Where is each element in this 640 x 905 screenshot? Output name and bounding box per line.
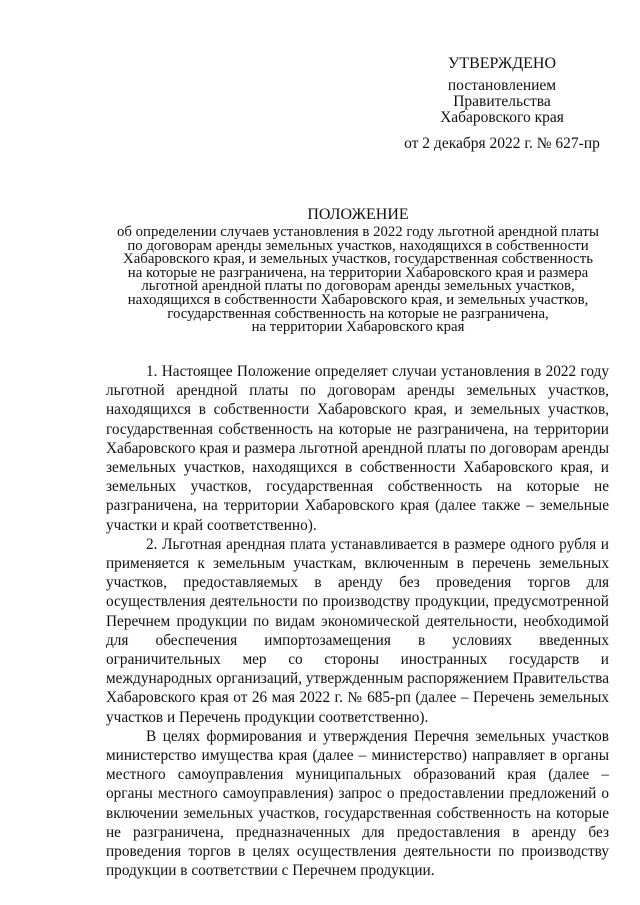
subtitle-line: находящихся в собственности Хабаровского края, и земельных участков, <box>127 291 589 308</box>
document-subtitle <box>96 226 620 335</box>
paragraph-1: 1. Настоящее Положение определяет случаи установления в 2022 году льготной арендной платы по договорам аренды земельных участков, находящихся в собственности Хабаровского края, и земельных участков, государственная собственность на которые не разграничена, на территории Хабаровского края и размера льготной арендной платы по договорам аренды земельных участков, находящихся в собственности Хабаровского края, и земельных участков, государственная собственность на которые не разграничена, на территории Хабаровского края (далее также – земельные участки и край соответственно). <box>106 363 609 534</box>
subtitle-line: Хабаровского края, и земельных участков, государственная собственность <box>123 251 593 268</box>
subtitle-line: об определении случаев установления в 2022 году льготной арендной платы <box>117 224 599 240</box>
subtitle-line: на которые не разграничена, на территории Хабаровского края и размера <box>127 264 589 281</box>
document-title: ПОЛОЖЕНИЕ <box>307 206 409 223</box>
subtitle-line: по договорам аренды земельных участков, находящихся в собственности <box>127 237 589 254</box>
subtitle-line: на территории Хабаровского края <box>251 319 465 336</box>
subtitle-line: государственная собственность на которые не разграничена, <box>167 305 549 322</box>
approval-stamp <box>392 56 612 152</box>
approval-line: Правительства <box>453 93 551 110</box>
approval-line: Хабаровского края <box>440 109 564 126</box>
subtitle-line: льготной арендной платы по договорам аренды земельных участков, <box>141 278 575 295</box>
document-body <box>106 362 609 880</box>
approval-heading: УТВЕРЖДЕНО <box>447 55 556 72</box>
document-title-block <box>96 206 620 335</box>
approval-line: постановлением <box>447 77 557 94</box>
paragraph-2: 2. Льготная арендная плата устанавливается в размере одного рубля и применяется к земельным участкам, включенным в перечень земельных участков, предоставляемых в аренду без проведения торгов для осуществления деятельности по производству продукции, предусмотренной Перечнем продукции по видам экономической деятельности, необходимой для обеспечения импортозамещения в условиях введенных ограничительных мер со стороны иностранных государств и международных организаций, утвержденным распоряжением Правительства Хабаровского края от 26 мая 2022 г. № 685-рп (далее – Перечень земельных участков и Перечень продукции соответственно). <box>106 535 609 726</box>
paragraph-3: В целях формирования и утверждения Перечня земельных участков министерство имущества края (далее – министерство) направляет в органы местного самоуправления муниципальных образований края (далее – органы местного самоуправления) запрос о предоставлении предложений о включении земельных участков, государственная собственность на которые не разграничена, предназначенных для предоставления в аренду без проведения торгов в целях осуществления деятельности по производству продукции в соответствии с Перечнем продукции. <box>106 727 609 880</box>
approval-date: от 2 декабря 2022 г. № 627-пр <box>404 135 600 152</box>
